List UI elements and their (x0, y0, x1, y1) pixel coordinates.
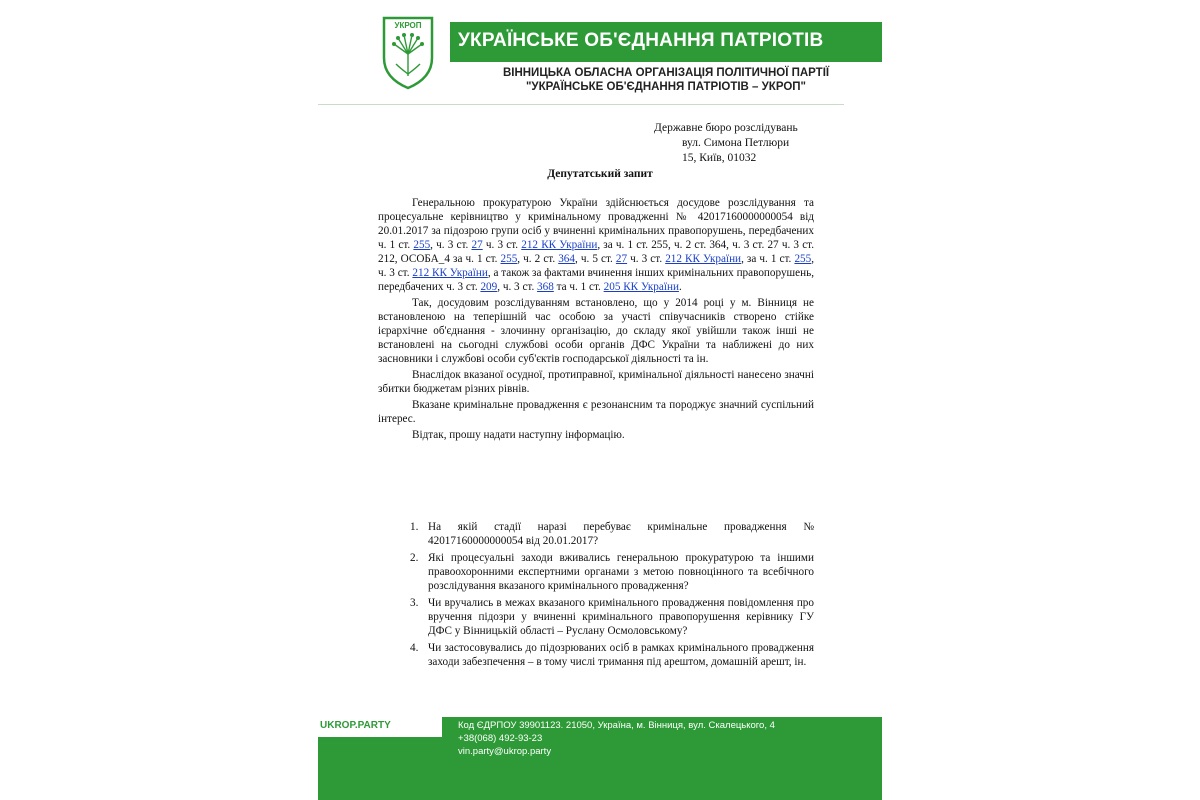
law-reference-link[interactable]: 368 (537, 281, 554, 293)
list-item-number: 3. (410, 597, 419, 609)
law-reference-link[interactable]: 212 КК України (665, 253, 742, 265)
footer-address: Код ЄДРПОУ 39901123. 21050, Україна, м. Вінниця, вул. Скалецького, 4 (458, 720, 775, 731)
party-name: УКРАЇНСЬКЕ ОБ'ЄДНАННЯ ПАТРІОТІВ (458, 30, 824, 51)
list-item-number: 1. (410, 521, 419, 533)
law-reference-link[interactable]: 209 (480, 281, 498, 293)
law-reference-link[interactable]: 212 КК України (412, 267, 488, 279)
law-reference-link[interactable]: 212 КК України (521, 239, 598, 251)
ukrop-logo-icon (380, 14, 436, 90)
list-item (410, 551, 814, 593)
list-item-number: 4. (410, 642, 419, 654)
law-reference-link[interactable]: 27 (471, 239, 483, 251)
list-item (410, 596, 814, 638)
questions-list (410, 520, 814, 672)
logo-text: УКРОП (394, 21, 422, 30)
footer-phone: +38(068) 492-93-23 (458, 733, 543, 744)
paragraph-3: Внаслідок вказаної осудної, протиправної, кримінальної діяльності нанесено значні збитки бюджетам різних рівнів. (378, 369, 814, 395)
list-item (410, 641, 814, 669)
address-line-2: вул. Симона Петлюри (682, 137, 790, 149)
law-reference-link[interactable]: 255 (500, 253, 518, 265)
document-title: Депутатський запит (547, 168, 653, 180)
law-reference-link[interactable]: 27 (615, 253, 628, 265)
list-item-text: На якій стадії наразі перебуває кримінальне провадження № 42017160000000054 від 20.01.2017? (428, 521, 814, 547)
header-divider (318, 104, 844, 105)
paragraph-4: Вказане кримінальне провадження є резонансним та породжує значний суспільний інтерес. (378, 399, 814, 425)
law-reference-link[interactable]: 364 (558, 253, 575, 265)
footer-site-link[interactable]: UKROP.PARTY (320, 720, 391, 731)
address-line-1: Державне бюро розслідувань (654, 122, 798, 134)
paragraph-1: Генеральною прокуратурою України здійснюється досудове розслідування та процесуальне керівництво у кримінальному провадженні № 42017160000000054 від 20.01.2017 за підозрою групи осіб у вчиненні кримінальних правопорушень, передбачених ч. 1 ст. 255, ч. 3 ст. 27 ч. 3 ст. 212 КК України, за ч. 1 ст. 255, ч. 2 ст. 364, ч. 3 ст. 27 ч. 3 ст. 212, ОСОБА_4 за ч. 1 ст. 255, ч. 2 ст. 364, ч. 5 ст. 27 ч. 3 ст. 212 КК України, за ч. 1 ст. 255, ч. 3 ст. 212 КК України, а також за фактами вчинення інших кримінальних правопорушень, передбачених ч. 3 ст. 209, ч. 3 ст. 368 та ч. 1 ст. 205 КК України. (378, 197, 815, 293)
list-item-text: Які процесуальні заходи вживались генеральною прокуратурою та іншими правоохоронними експертними органами з метою повноцінного та всебічного розслідування вказаного кримінального провадження? (428, 552, 814, 592)
law-reference-link[interactable]: 255 (794, 253, 812, 265)
letter-body (378, 196, 814, 444)
header-banner (450, 22, 882, 62)
list-item-number: 2. (410, 552, 419, 564)
list-item-text: Чи застосовувались до підозрюваних осіб в рамках кримінального провадження заходи забезпечення – в тому числі тримання під арештом, домашній арешт, ін. (428, 642, 814, 668)
paragraph-2: Так, досудовим розслідуванням встановлено, що у 2014 році у м. Вінниця не встановленою на теперішній час особою за участі співучасників створено стійке ієрархічне об'єднання - злочинну організацію, до складу якої увійшли також інші не встановлені на сьогодні службові особи органів ДФС України та наближені до них засновники і службові особи суб'єктів господарської діяльності та ін. (378, 297, 814, 365)
footer-site-box (318, 717, 442, 737)
org-line-2: "УКРАЇНСЬКЕ ОБ'ЄДНАННЯ ПАТРІОТІВ – УКРОП" (525, 81, 807, 93)
paragraph-5: Відтак, прошу надати наступну інформацію. (412, 429, 625, 441)
law-reference-link[interactable]: 205 КК України (603, 281, 679, 293)
document-page (318, 0, 882, 800)
letterhead (318, 0, 882, 112)
law-reference-link[interactable]: 255 (413, 239, 431, 251)
footer-email[interactable]: vin.party@ukrop.party (458, 746, 552, 757)
footer-band (318, 717, 882, 800)
recipient-address (654, 121, 816, 166)
list-item-text: Чи вручались в межах вказаного кримінального провадження повідомлення про вручення підозри у вчиненні кримінального правопорушення керівнику ГУ ДФС у Вінницькій області – Руслану Осмоловському? (428, 597, 814, 637)
list-item (410, 520, 814, 548)
org-line-1: ВІННИЦЬКА ОБЛАСНА ОРГАНІЗАЦІЯ ПОЛІТИЧНОЇ ПАРТІЇ (502, 67, 830, 79)
address-line-3: 15, Київ, 01032 (682, 152, 757, 164)
